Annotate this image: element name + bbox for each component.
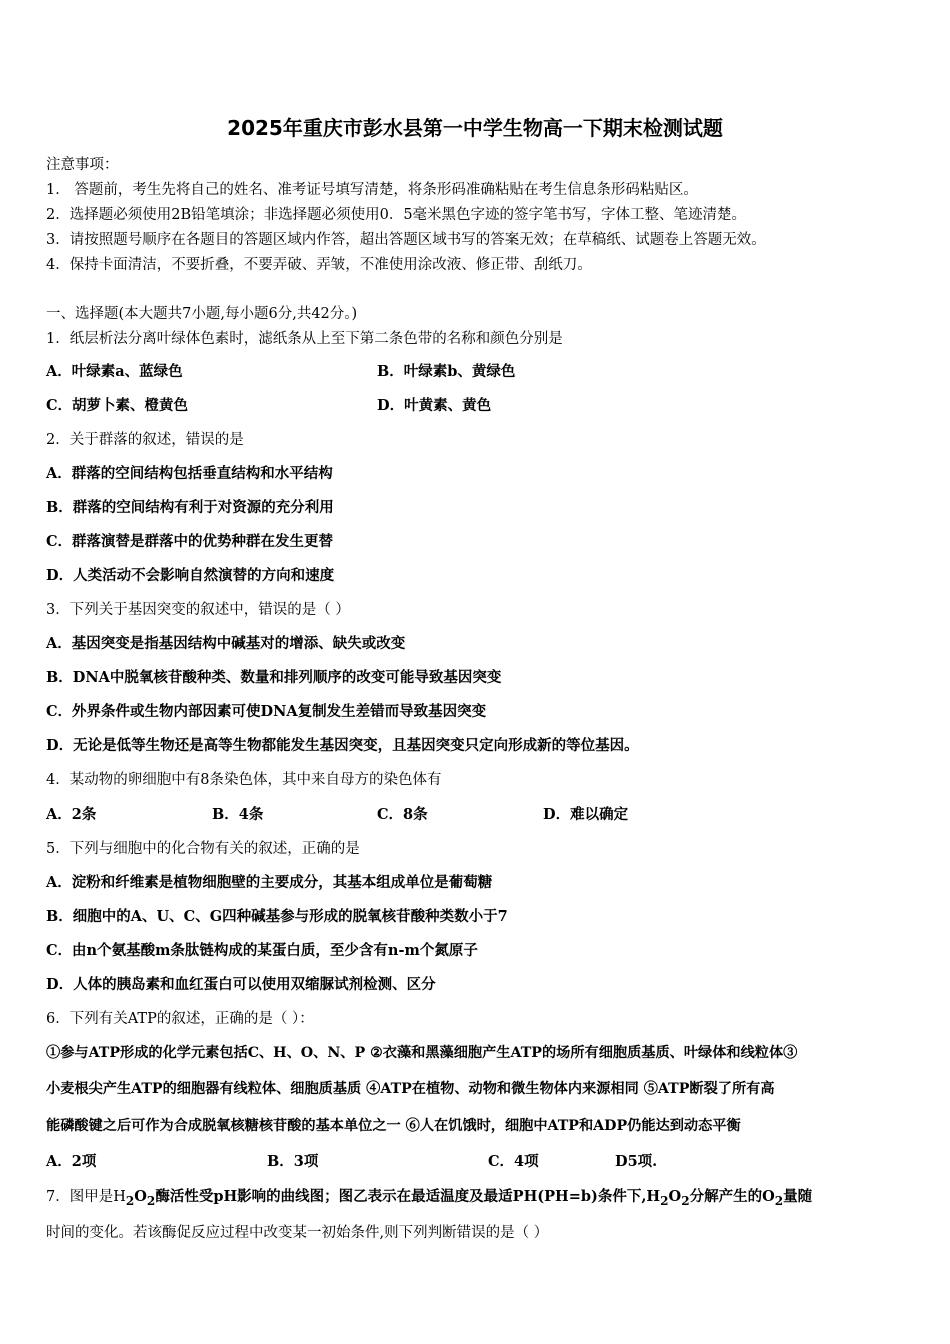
- q6-statements-line-1: ①参与ATP形成的化学元素包括C、H、O、N、P ②衣藻和黑藻细胞产生ATP的场所有细胞质基质、叶绿体和线粒体③: [46, 1045, 798, 1061]
- q6-option-c: C．4项: [488, 1153, 539, 1170]
- notice-item-1: 1． 答题前，考生先将自己的姓名、准考证号填写清楚，将条形码准确粘贴在考生信息条形码粘贴区。: [46, 182, 698, 198]
- q6-stem: 6．下列有关ATP的叙述，正确的是（ ）：: [46, 1011, 314, 1027]
- q3-option-b: B．DNA中脱氧核苷酸种类、数量和排列顺序的改变可能导致基因突变: [46, 669, 502, 686]
- section-heading: 一、选择题(本大题共7小题,每小题6分,共42分。): [46, 306, 358, 322]
- q7-text: 酶活性受pH影响的曲线图；图乙表示在最适温度及最适PH(PH=b)条件下,H: [155, 1188, 661, 1205]
- q6-statements-line-2: 小麦根尖产生ATP的细胞器有线粒体、细胞质基质 ④ATP在植物、动物和微生物体内来源相同 ⑤ATP断裂了所有高: [46, 1081, 775, 1097]
- q3-option-c: C．外界条件或生物内部因素可使DNA复制发生差错而导致基因突变: [46, 703, 487, 720]
- page-title: 2025年重庆市彭水县第一中学生物高一下期末检测试题: [227, 116, 723, 140]
- q6-statements-line-3: 能磷酸键之后可作为合成脱氧核糖核苷酸的基本单位之一 ⑥人在饥饿时，细胞中ATP和ADP仍能达到动态平衡: [46, 1118, 741, 1134]
- q3-option-a: A．基因突变是指基因结构中碱基对的增添、缺失或改变: [46, 635, 406, 652]
- q3-stem: 3．下列关于基因突变的叙述中，错误的是（ ）: [46, 602, 350, 618]
- notice-heading: 注意事项：: [46, 157, 119, 173]
- q6-option-d: D5项.: [615, 1153, 658, 1170]
- notice-item-3: 3．请按照题号顺序在各题目的答题区域内作答，超出答题区域书写的答案无效；在草稿纸、试题卷上答题无效。: [46, 232, 766, 248]
- q7-number: 7．图甲是H: [46, 1189, 126, 1205]
- q1-option-c: C．胡萝卜素、橙黄色: [46, 397, 189, 414]
- q7-text: 量随: [783, 1188, 813, 1205]
- q6-option-a: A．2项: [46, 1153, 97, 1170]
- q7-stem-line-1: [46, 1185, 910, 1208]
- q2-option-c: C．群落演替是群落中的优势种群在发生更替: [46, 533, 334, 550]
- q2-option-b: B．群落的空间结构有利于对资源的充分利用: [46, 499, 334, 516]
- q5-stem: 5．下列与细胞中的化合物有关的叙述，正确的是: [46, 841, 360, 857]
- q7-sub: 2: [681, 1193, 690, 1208]
- q3-option-d: D．无论是低等生物还是高等生物都能发生基因突变，且基因突变只定向形成新的等位基因。: [46, 737, 639, 754]
- q4-option-d: D．难以确定: [543, 806, 629, 823]
- q5-option-a: A．淀粉和纤维素是植物细胞壁的主要成分，其基本组成单位是葡萄糖: [46, 874, 493, 891]
- q7-sub: 2: [774, 1193, 784, 1208]
- q4-option-b: B．4条: [212, 806, 264, 823]
- q5-option-c: C．由n个氨基酸m条肽链构成的某蛋白质，至少含有n-m个氮原子: [46, 942, 478, 959]
- q5-option-b: B．细胞中的A、U、C、G四种碱基参与形成的脱氧核苷酸种类数小于7: [46, 908, 508, 925]
- q7-text: O: [668, 1188, 682, 1205]
- q7-text: O: [134, 1188, 147, 1205]
- notice-item-4: 4．保持卡面清洁，不要折叠，不要弄破、弄皱，不准使用涂改液、修正带、刮纸刀。: [46, 257, 592, 273]
- q7-text: 分解产生的O: [689, 1188, 775, 1205]
- notice-item-2: 2．选择题必须使用2B铅笔填涂；非选择题必须使用0．5毫米黑色字迹的签字笔书写，字体工整、笔迹清楚。: [46, 207, 747, 223]
- q1-option-b: B．叶绿素b、黄绿色: [377, 363, 516, 380]
- q1-stem: 1．纸层析法分离叶绿体色素时，滤纸条从上至下第二条色带的名称和颜色分别是: [46, 331, 563, 347]
- q7-sub: 2: [660, 1193, 669, 1208]
- q6-option-b: B．3项: [267, 1153, 319, 1170]
- q1-option-a: A．叶绿素a、蓝绿色: [46, 363, 183, 380]
- q1-option-d: D．叶黄素、黄色: [377, 397, 492, 414]
- q2-option-a: A．群落的空间结构包括垂直结构和水平结构: [46, 465, 333, 482]
- q7-sub: 2: [146, 1193, 156, 1208]
- q4-option-c: C．8条: [377, 806, 428, 823]
- q4-option-a: A．2条: [46, 806, 97, 823]
- q5-option-d: D．人体的胰岛素和血红蛋白可以使用双缩脲试剂检测、区分: [46, 976, 436, 993]
- q7-stem-line-2: 时间的变化。若该酶促反应过程中改变某一初始条件,则下列判断错误的是（ ）: [46, 1225, 549, 1241]
- q7-sub: 2: [125, 1193, 135, 1208]
- q2-option-d: D．人类活动不会影响自然演替的方向和速度: [46, 567, 335, 584]
- q4-stem: 4．某动物的卵细胞中有8条染色体，其中来自母方的染色体有: [46, 772, 442, 788]
- q2-stem: 2．关于群落的叙述，错误的是: [46, 432, 244, 448]
